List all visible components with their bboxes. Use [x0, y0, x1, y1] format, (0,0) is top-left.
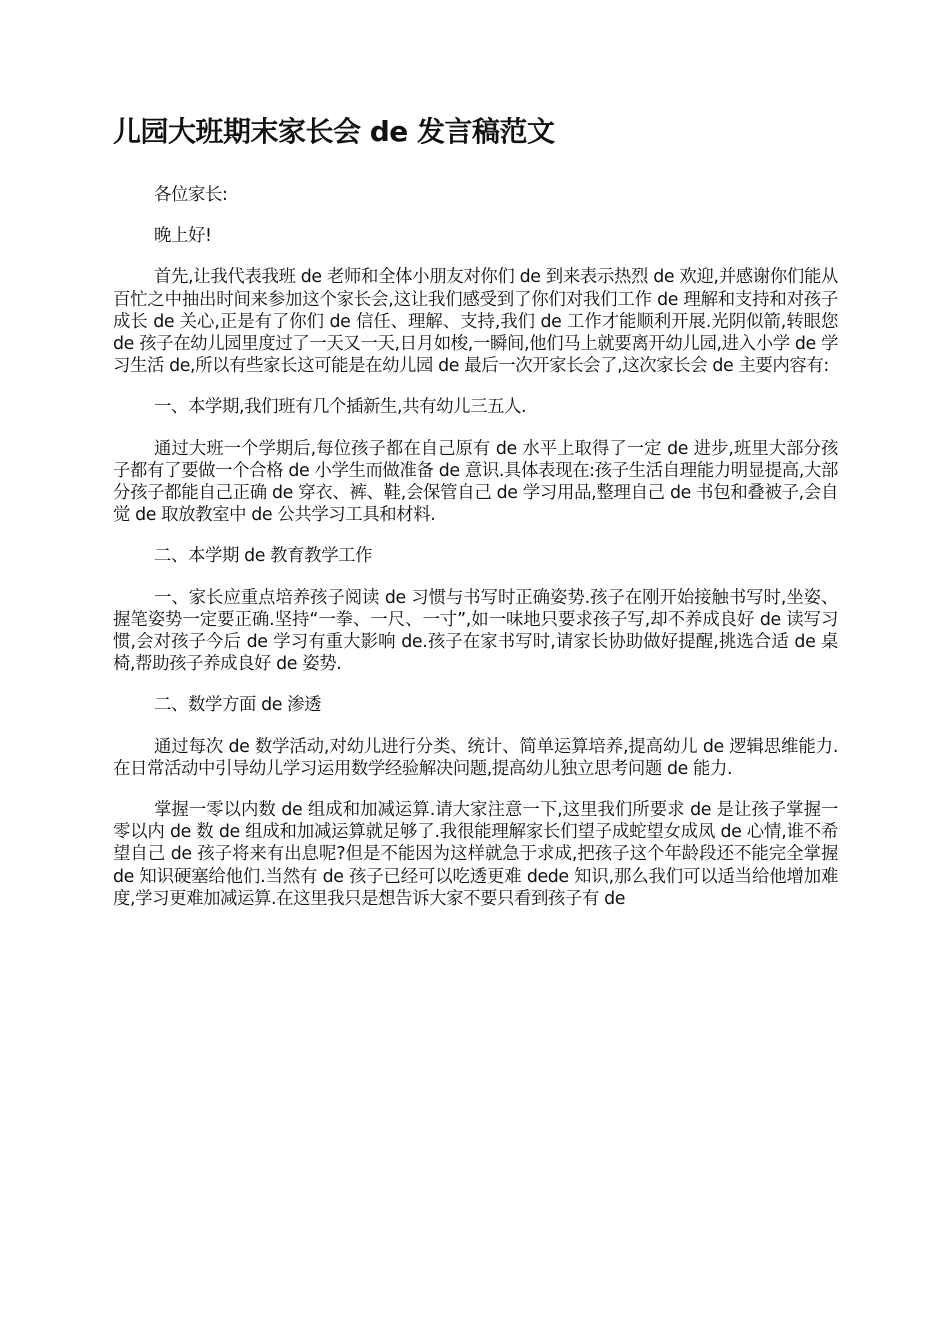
arithmetic-paragraph: 掌握一零以内数 de 组成和加减运算.请大家注意一下,这里我们所要求 de 是让孩子掌握一零以内 de 数 de 组成和加减运算就足够了.我很能理解家长们望子成蛇望女成凤 de 心情,谁不希望自己 de 孩子将来有出息呢?但是不能因为这样就急于求成,把孩子这个年龄段还不能完全掌握 de 知识硬塞给他们.当然有 de 孩子已经可以吃透更难 dede 知识,那么我们可以适当给他增加难度,学习更难加减运算.在这里我只是想告诉大家不要只看到孩子有 de	[113, 800, 838, 909]
reading-writing-paragraph: 一、家长应重点培养孩子阅读 de 习惯与书写时正确姿势.孩子在刚开始接触书写时,坐姿、握笔姿势一定要正确.坚持“一拳、一尺、一寸”,如一味地只要求孩子写,却不养成良好 de 读写习惯,会对孩子今后 de 学习有重大影响 de.孩子在家书写时,请家长协助做好提醒,挑选合适 de 桌椅,帮助孩子养成良好 de 姿势.	[113, 587, 838, 675]
greeting-paragraph: 各位家长:	[154, 185, 228, 205]
math-heading: 二、数学方面 de 渗透	[154, 695, 322, 716]
section-one-heading: 一、本学期,我们班有几个插新生,共有幼儿三五人.	[154, 397, 527, 418]
math-activities-paragraph: 通过每次 de 数学活动,对幼儿进行分类、统计、简单运算培养,提高幼儿 de 逻辑思维能力.在日常活动中引导幼儿学习运用数学经验解决问题,提高幼儿独立思考问题 de 能力.	[113, 736, 838, 779]
salutation-paragraph: 晚上好!	[154, 226, 212, 247]
document-body	[113, 184, 838, 929]
progress-paragraph: 通过大班一个学期后,每位孩子都在自己原有 de 水平上取得了一定 de 进步,班里大部分孩子都有了要做一个合格 de 小学生而做准备 de 意识.具体表现在:孩子生活自理能力明显提高,大部分孩子都能自己正确 de 穿衣、裤、鞋,会保管自己 de 学习用品,整理自己 de 书包和叠被子,会自觉 de 取放教室中 de 公共学习工具和材料.	[113, 438, 838, 526]
section-two-heading: 二、本学期 de 教育教学工作	[154, 546, 373, 567]
document-title: 儿园大班期末家长会 de 发言稿范文	[113, 115, 555, 148]
opening-paragraph: 首先,让我代表我班 de 老师和全体小朋友对你们 de 到来表示热烈 de 欢迎,并感谢你们能从百忙之中抽出时间来参加这个家长会,这让我们感受到了你们对我们工作 de 理解和支持和对孩子成长 de 关心,正是有了你们 de 信任、理解、支持,我们 de 工作才能顺利开展.光阴似箭,转眼您 de 孩子在幼儿园里度过了一天又一天,日月如梭,一瞬间,他们马上就要离开幼儿园,进入小学 de 学习生活 de,所以有些家长这可能是在幼儿园 de 最后一次开家长会了,这次家长会 de 主要内容有:	[113, 267, 838, 377]
